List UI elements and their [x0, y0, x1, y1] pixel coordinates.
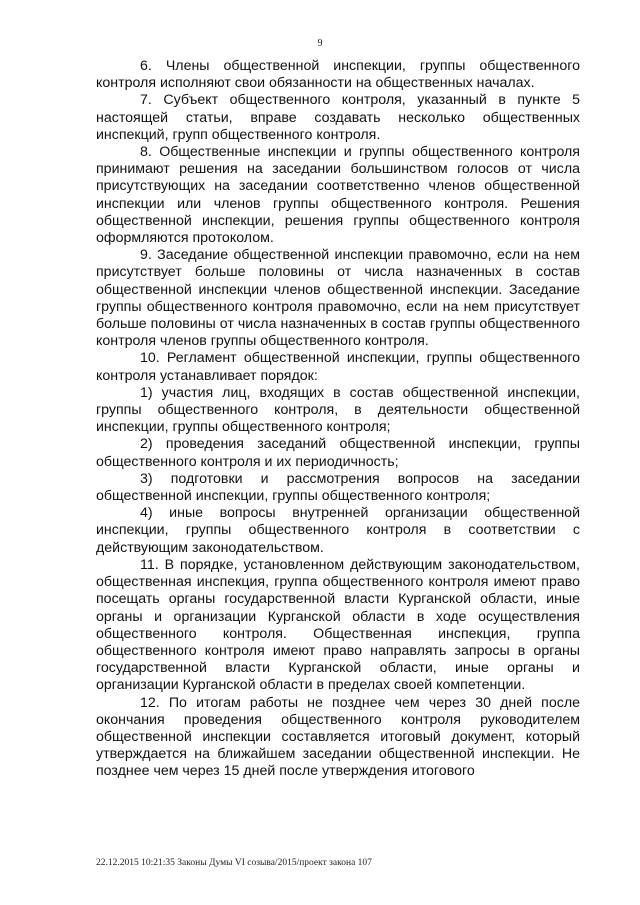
paragraph-10: 10. Регламент общественной инспекции, группы общественного контроля устанавливает порядок:	[96, 350, 580, 384]
document-footer: 22.12.2015 10:21:35 Законы Думы VI созыва/2015/проект закона 107	[96, 858, 372, 868]
paragraph-11: 11. В порядке, установленном действующим законодательством, общественная инспекция, группа общественного контроля имеют право посещать органы государственной власти Курганской области, иные органы и организации Курганской области в ходе осуществления общественного контроля. Общественная инспекция, группа общественного контроля имеют право направлять запросы в органы государственной власти Курганской области, иные органы и организации Курганской области в пределах своей компетенции.	[96, 556, 580, 694]
list-item-3: 3) подготовки и рассмотрения вопросов на заседании общественной инспекции, группы общественного контроля;	[96, 470, 580, 505]
paragraph-6: 6. Члены общественной инспекции, группы общественного контроля исполняют свои обязанности на общественных началах.	[96, 58, 580, 92]
paragraph-12: 12. По итогам работы не позднее чем через 30 дней после окончания проведения общественного контроля руководителем общественной инспекции составляется итоговый документ, который утверждается на ближайшем заседании общественной инспекции. Не позднее чем через 15 дней после утверждения итогового	[96, 694, 580, 780]
page-number: 9	[317, 38, 323, 49]
paragraph-8: 8. Общественные инспекции и группы общественного контроля принимают решения на заседании большинством голосов от числа присутствующих на заседании соответственно членов общественной инспекции или членов группы общественного контроля. Решения общественной инспекции, решения группы общественного контроля оформляются протоколом.	[96, 144, 580, 247]
list-item-1: 1) участия лиц, входящих в состав общественной инспекции, группы общественного контроля, в деятельности общественной инспекции, группы общественного контроля;	[96, 384, 580, 436]
list-item-4: 4) иные вопросы внутренней организации общественной инспекции, группы общественного контроля в соответствии с действующим законодательством.	[96, 505, 580, 556]
list-item-2: 2) проведения заседаний общественной инспекции, группы общественного контроля и их периодичность;	[96, 436, 580, 470]
document-body	[96, 58, 580, 781]
paragraph-9: 9. Заседание общественной инспекции правомочно, если на нем присутствует больше половины от числа назначенных в состав общественной инспекции членов общественной инспекции. Заседание группы общественного контроля правомочно, если на нем присутствует больше половины от числа назначенных в состав группы общественного контроля членов группы общественного контроля.	[96, 247, 580, 350]
paragraph-7: 7. Субъект общественного контроля, указанный в пункте 5 настоящей статьи, вправе создавать несколько общественных инспекций, групп общественного контроля.	[96, 92, 580, 143]
